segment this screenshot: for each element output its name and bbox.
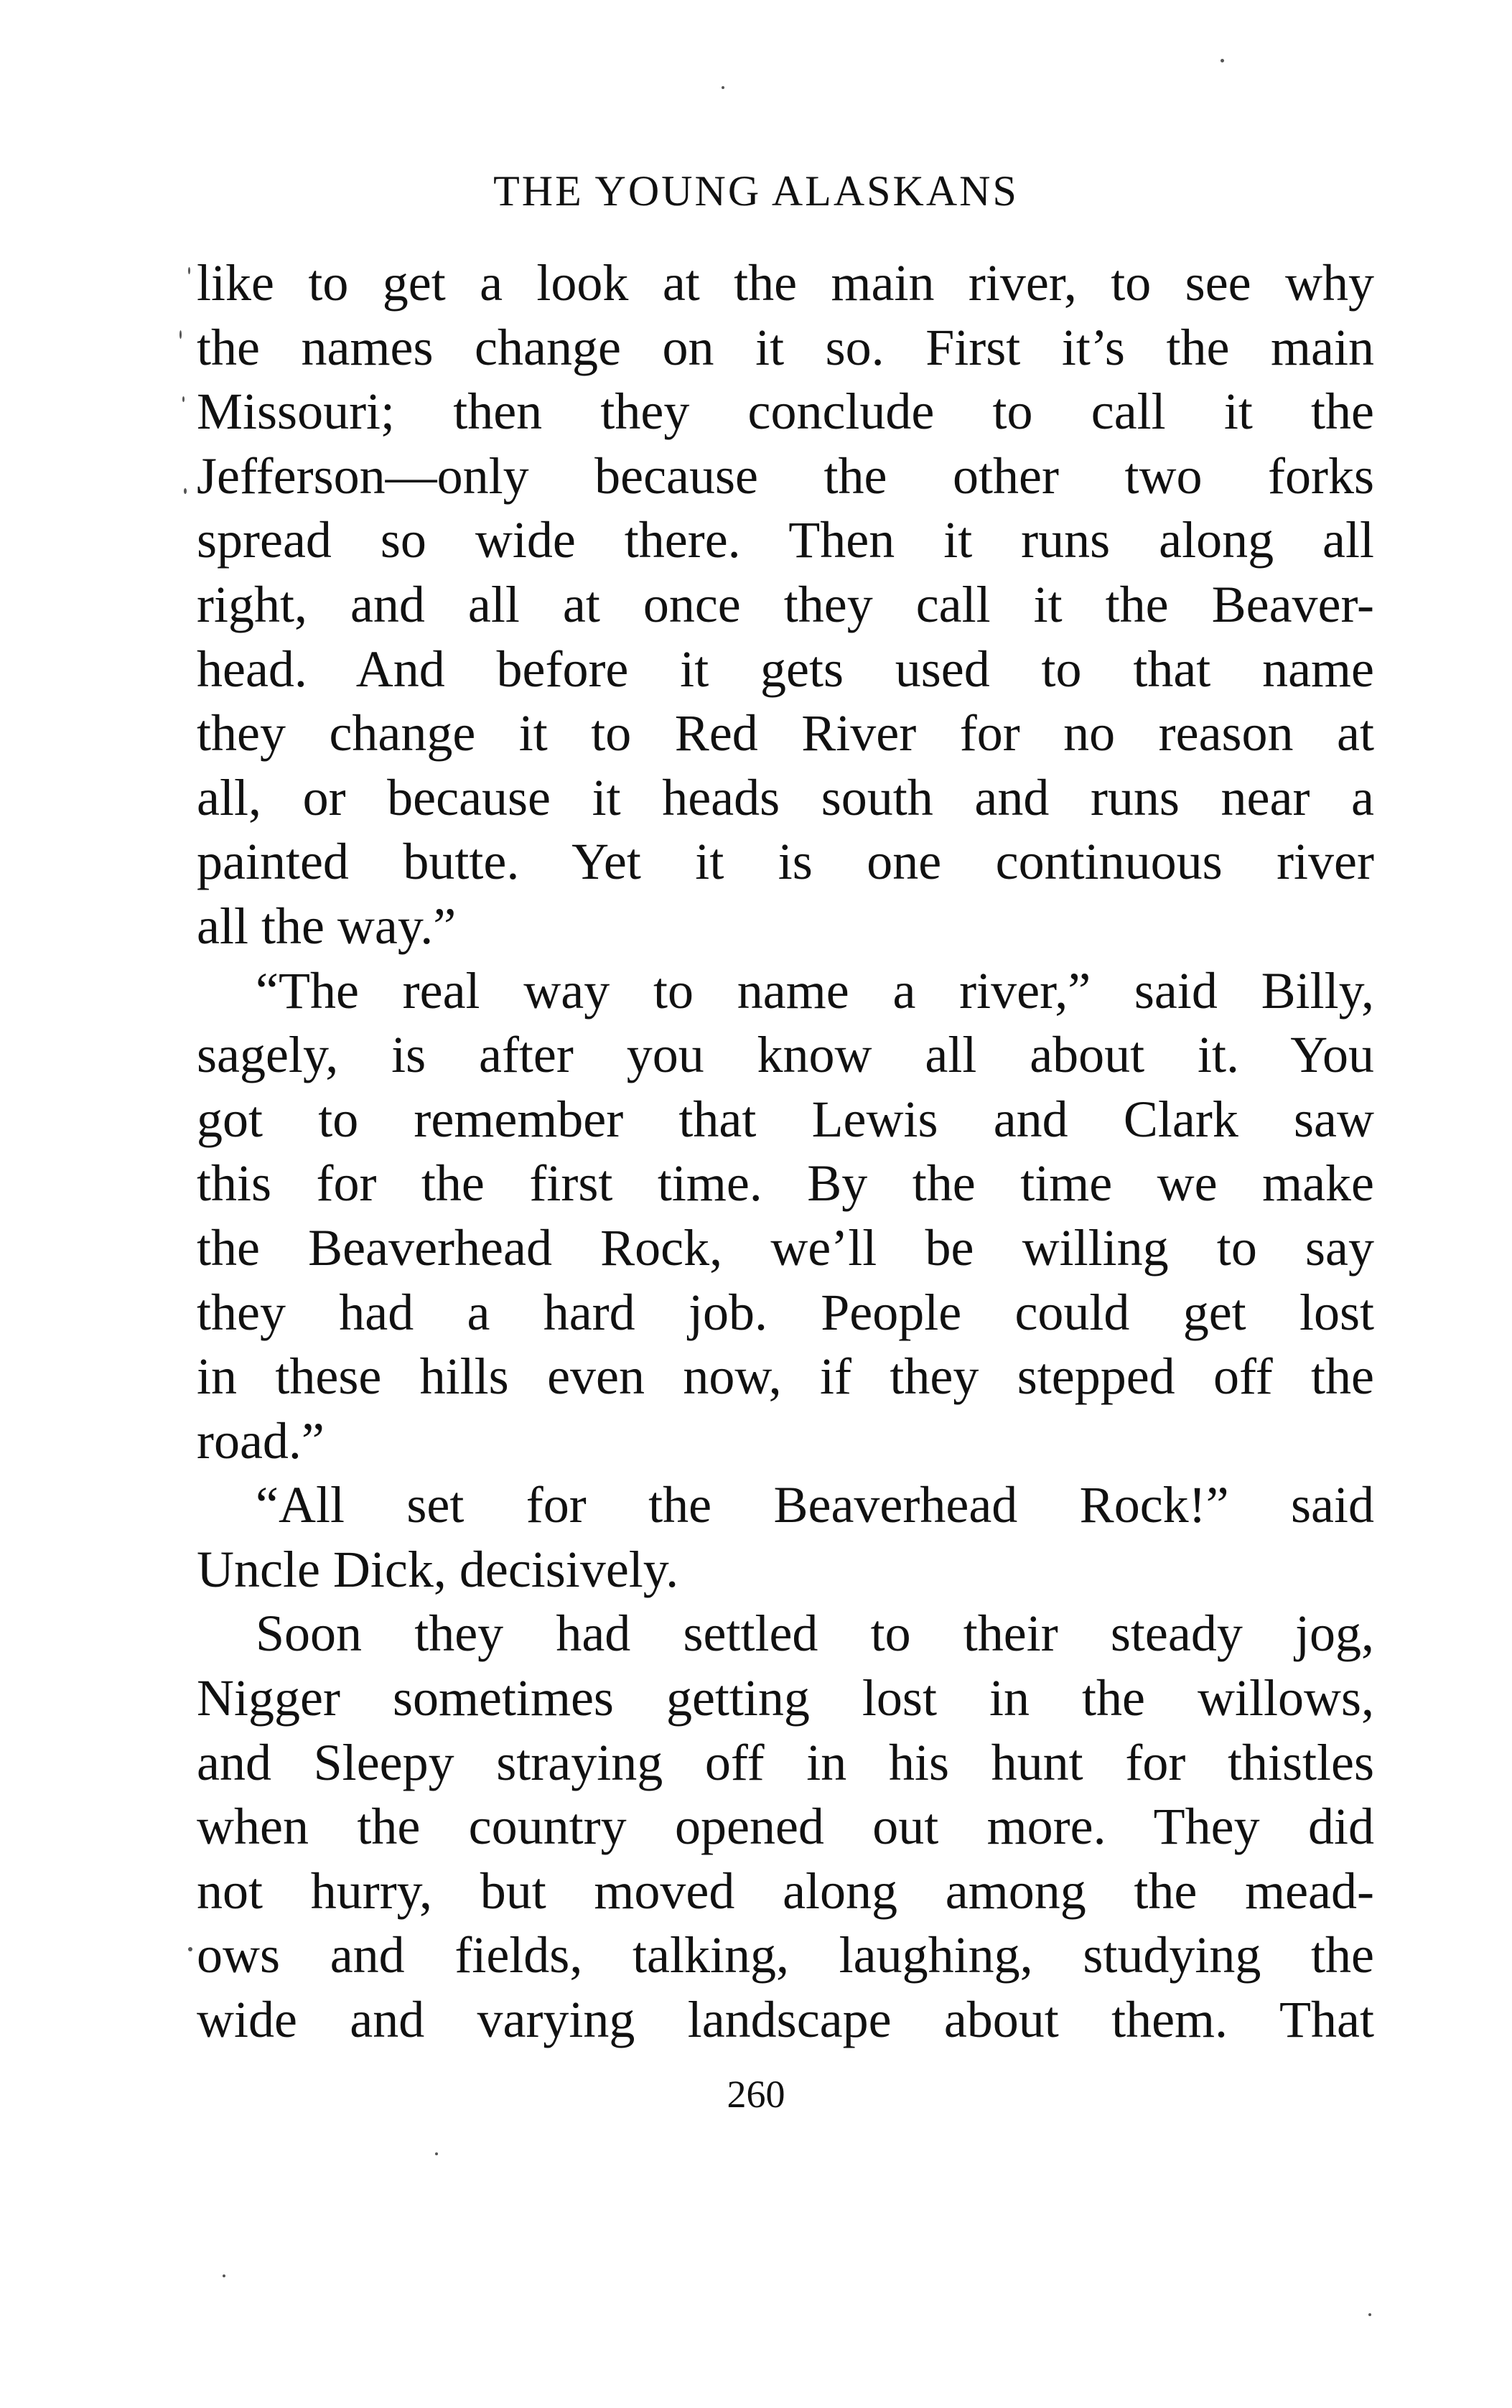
text-line: the Beaverhead Rock, we’ll be willing to say bbox=[197, 1218, 1374, 1277]
text-line: spread so wide there. Then it runs along all bbox=[197, 511, 1374, 569]
scan-speck bbox=[188, 1947, 192, 1951]
text-line: road.” bbox=[197, 1411, 325, 1470]
text-line: they change it to Red River for no reason at bbox=[197, 704, 1374, 762]
text-line: and Sleepy straying off in his hunt for thistles bbox=[197, 1733, 1374, 1791]
text-line: Soon they had settled to their steady jog, bbox=[256, 1605, 1374, 1663]
text-line: in these hills even now, if they stepped off the bbox=[197, 1348, 1374, 1406]
running-head: THE YOUNG ALASKANS bbox=[493, 167, 1019, 215]
text-line: the names change on it so. First it’s the main bbox=[197, 318, 1374, 376]
scan-speck bbox=[722, 86, 724, 89]
page-number: 260 bbox=[727, 2073, 785, 2116]
text-line: all the way.” bbox=[197, 897, 457, 955]
text-line: right, and all at once they call it the Beaver- bbox=[197, 575, 1374, 633]
text-line: wide and varying landscape about them. That bbox=[197, 1991, 1374, 2049]
scan-speck bbox=[1368, 2313, 1371, 2316]
body-text bbox=[197, 251, 1374, 2053]
text-line: Nigger sometimes getting lost in the willows, bbox=[197, 1669, 1374, 1727]
text-line: this for the first time. By the time we make bbox=[197, 1154, 1374, 1213]
text-line: not hurry, but moved along among the mead- bbox=[197, 1862, 1374, 1920]
text-line: Missouri; then they conclude to call it the bbox=[197, 383, 1374, 441]
text-line: when the country opened out more. They did bbox=[197, 1798, 1374, 1856]
text-line: painted butte. Yet it is one continuous river bbox=[197, 833, 1374, 891]
scan-speck bbox=[1221, 59, 1224, 62]
text-line: ows and fields, talking, laughing, studying the bbox=[197, 1926, 1374, 1984]
text-line: “All set for the Beaverhead Rock!” said bbox=[256, 1476, 1374, 1534]
text-line: sagely, is after you know all about it. You bbox=[197, 1026, 1374, 1084]
scan-speck bbox=[223, 2274, 225, 2277]
text-line: they had a hard job. People could get lost bbox=[197, 1283, 1374, 1341]
text-line: Jefferson—only because the other two forks bbox=[197, 447, 1374, 505]
scan-speck bbox=[182, 396, 185, 402]
text-line: all, or because it heads south and runs near a bbox=[197, 768, 1374, 826]
scan-speck bbox=[188, 267, 190, 274]
scan-speck bbox=[179, 330, 182, 339]
text-line: Uncle Dick, decisively. bbox=[197, 1540, 679, 1598]
text-line: “The real way to name a river,” said Billy, bbox=[256, 961, 1374, 1019]
scan-speck bbox=[184, 488, 187, 494]
text-line: like to get a look at the main river, to see why bbox=[197, 254, 1374, 312]
text-line: head. And before it gets used to that name bbox=[197, 640, 1374, 698]
scan-speck bbox=[435, 2152, 438, 2155]
text-line: got to remember that Lewis and Clark saw bbox=[197, 1090, 1374, 1148]
